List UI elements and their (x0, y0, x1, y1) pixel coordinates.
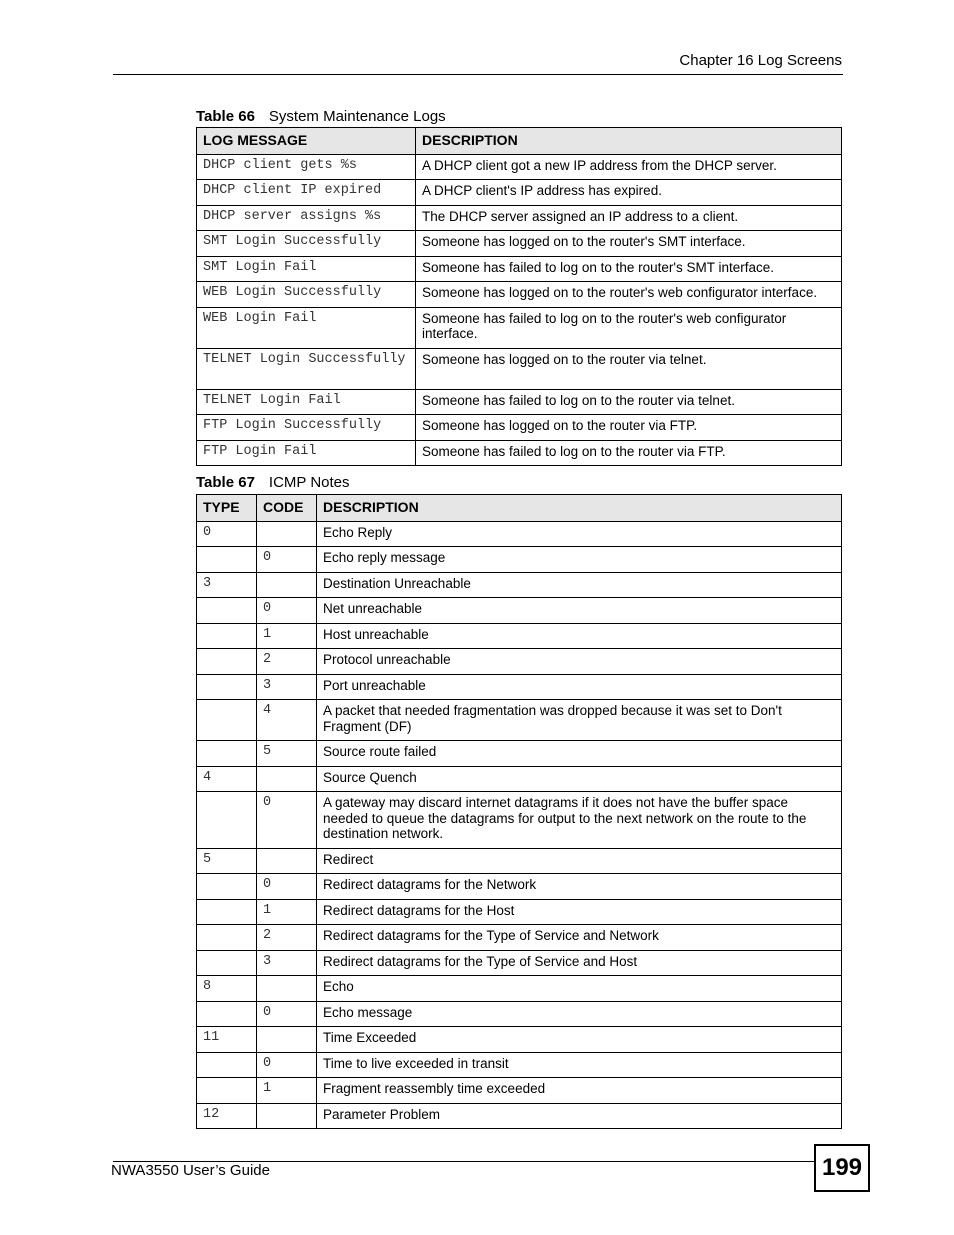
description-cell: Echo Reply (317, 521, 842, 547)
type-cell (197, 1001, 257, 1027)
table-row (197, 205, 842, 231)
type-cell (197, 649, 257, 675)
code-cell: 2 (257, 649, 317, 675)
code-cell: 0 (257, 598, 317, 624)
type-cell (197, 925, 257, 951)
description-cell: Net unreachable (317, 598, 842, 624)
description-cell: Source Quench (317, 766, 842, 792)
description-cell: Port unreachable (317, 674, 842, 700)
description-cell: Source route failed (317, 741, 842, 767)
table-row (197, 792, 842, 849)
description-cell: Someone has logged on to the router via telnet. (416, 348, 842, 389)
code-cell: 0 (257, 874, 317, 900)
type-cell (197, 899, 257, 925)
table-row (197, 521, 842, 547)
description-cell: Echo (317, 976, 842, 1002)
table-row (197, 1001, 842, 1027)
code-cell (257, 572, 317, 598)
table-row (197, 874, 842, 900)
table-row (197, 766, 842, 792)
column-header: DESCRIPTION (317, 495, 842, 522)
table66-title: System Maintenance Logs (268, 108, 446, 125)
code-cell: 0 (257, 1052, 317, 1078)
type-cell (197, 598, 257, 624)
table-row (197, 741, 842, 767)
log-message-cell: FTP Login Fail (197, 440, 416, 466)
code-cell (257, 1027, 317, 1053)
table-row (197, 154, 842, 180)
type-cell: 12 (197, 1103, 257, 1129)
description-cell: Someone has failed to log on to the router via FTP. (416, 440, 842, 466)
type-cell: 8 (197, 976, 257, 1002)
table-row (197, 674, 842, 700)
code-cell: 3 (257, 674, 317, 700)
code-cell: 2 (257, 925, 317, 951)
description-cell: Someone has logged on to the router via FTP. (416, 415, 842, 441)
type-cell (197, 741, 257, 767)
description-cell: Host unreachable (317, 623, 842, 649)
table-row (197, 282, 842, 308)
description-cell: Someone has logged on to the router's web configurator interface. (416, 282, 842, 308)
code-cell: 5 (257, 741, 317, 767)
type-cell (197, 874, 257, 900)
log-message-cell: FTP Login Successfully (197, 415, 416, 441)
table-row (197, 848, 842, 874)
code-cell: 1 (257, 1078, 317, 1104)
description-cell: Fragment reassembly time exceeded (317, 1078, 842, 1104)
description-cell: Echo message (317, 1001, 842, 1027)
table-row (197, 256, 842, 282)
description-cell: Parameter Problem (317, 1103, 842, 1129)
table-header-row (197, 495, 842, 522)
type-cell (197, 674, 257, 700)
table-row (197, 925, 842, 951)
chapter-header: Chapter 16 Log Screens (679, 52, 842, 69)
log-message-cell: TELNET Login Fail (197, 389, 416, 415)
description-cell: A gateway may discard internet datagrams if it does not have the buffer space needed to queue the datagrams for output to the next network on the route to the destination network. (317, 792, 842, 849)
page-number: 199 (814, 1144, 870, 1192)
log-message-cell: WEB Login Successfully (197, 282, 416, 308)
table-row (197, 231, 842, 257)
column-header: TYPE (197, 495, 257, 522)
code-cell: 4 (257, 700, 317, 741)
table66-caption (196, 108, 446, 125)
description-cell: Echo reply message (317, 547, 842, 573)
type-cell (197, 1052, 257, 1078)
table-row (197, 623, 842, 649)
code-cell (257, 976, 317, 1002)
code-cell: 3 (257, 950, 317, 976)
code-cell: 1 (257, 623, 317, 649)
code-cell: 0 (257, 1001, 317, 1027)
column-header: LOG MESSAGE (197, 128, 416, 155)
description-cell: Someone has failed to log on to the router via telnet. (416, 389, 842, 415)
table-row (197, 440, 842, 466)
type-cell: 3 (197, 572, 257, 598)
log-message-cell: DHCP client gets %s (197, 154, 416, 180)
table-row (197, 899, 842, 925)
type-cell (197, 700, 257, 741)
type-cell (197, 623, 257, 649)
log-message-cell: DHCP server assigns %s (197, 205, 416, 231)
code-cell: 1 (257, 899, 317, 925)
description-cell: Someone has failed to log on to the router's SMT interface. (416, 256, 842, 282)
table-row (197, 348, 842, 389)
code-cell (257, 766, 317, 792)
table-header-row (197, 128, 842, 155)
description-cell: A packet that needed fragmentation was dropped because it was set to Don't Fragment (DF) (317, 700, 842, 741)
type-cell: 5 (197, 848, 257, 874)
description-cell: The DHCP server assigned an IP address to a client. (416, 205, 842, 231)
description-cell: Protocol unreachable (317, 649, 842, 675)
type-cell (197, 547, 257, 573)
table-row (197, 700, 842, 741)
description-cell: Redirect datagrams for the Type of Service and Host (317, 950, 842, 976)
description-cell: Time Exceeded (317, 1027, 842, 1053)
description-cell: Someone has failed to log on to the router's web configurator interface. (416, 307, 842, 348)
log-message-cell: SMT Login Fail (197, 256, 416, 282)
table-row (197, 1052, 842, 1078)
code-cell (257, 521, 317, 547)
header-divider (113, 74, 843, 75)
table-row (197, 307, 842, 348)
table-row (197, 1103, 842, 1129)
table-row (197, 180, 842, 206)
system-maintenance-logs-table (196, 127, 842, 466)
table67-title: ICMP Notes (268, 474, 350, 491)
table-row (197, 950, 842, 976)
type-cell: 11 (197, 1027, 257, 1053)
table-row (197, 1078, 842, 1104)
guide-title: NWA3550 User’s Guide (111, 1162, 270, 1179)
type-cell: 0 (197, 521, 257, 547)
type-cell (197, 950, 257, 976)
description-cell: Redirect (317, 848, 842, 874)
table-row (197, 598, 842, 624)
log-message-cell: TELNET Login Successfully (197, 348, 416, 389)
log-message-cell: WEB Login Fail (197, 307, 416, 348)
table-row (197, 572, 842, 598)
description-cell: Redirect datagrams for the Type of Service and Network (317, 925, 842, 951)
code-cell (257, 1103, 317, 1129)
table-row (197, 976, 842, 1002)
description-cell: A DHCP client's IP address has expired. (416, 180, 842, 206)
type-cell (197, 792, 257, 849)
type-cell (197, 1078, 257, 1104)
code-cell: 0 (257, 792, 317, 849)
table67-number: Table 67 (196, 474, 255, 491)
column-header: CODE (257, 495, 317, 522)
table67-caption (196, 474, 350, 491)
description-cell: Someone has logged on to the router's SMT interface. (416, 231, 842, 257)
code-cell (257, 848, 317, 874)
table-row (197, 547, 842, 573)
icmp-notes-table (196, 494, 842, 1129)
log-message-cell: DHCP client IP expired (197, 180, 416, 206)
description-cell: A DHCP client got a new IP address from the DHCP server. (416, 154, 842, 180)
table66-number: Table 66 (196, 108, 255, 125)
table-row (197, 1027, 842, 1053)
code-cell: 0 (257, 547, 317, 573)
description-cell: Redirect datagrams for the Host (317, 899, 842, 925)
table-row (197, 389, 842, 415)
description-cell: Time to live exceeded in transit (317, 1052, 842, 1078)
description-cell: Redirect datagrams for the Network (317, 874, 842, 900)
table-row (197, 649, 842, 675)
column-header: DESCRIPTION (416, 128, 842, 155)
description-cell: Destination Unreachable (317, 572, 842, 598)
type-cell: 4 (197, 766, 257, 792)
log-message-cell: SMT Login Successfully (197, 231, 416, 257)
table-row (197, 415, 842, 441)
